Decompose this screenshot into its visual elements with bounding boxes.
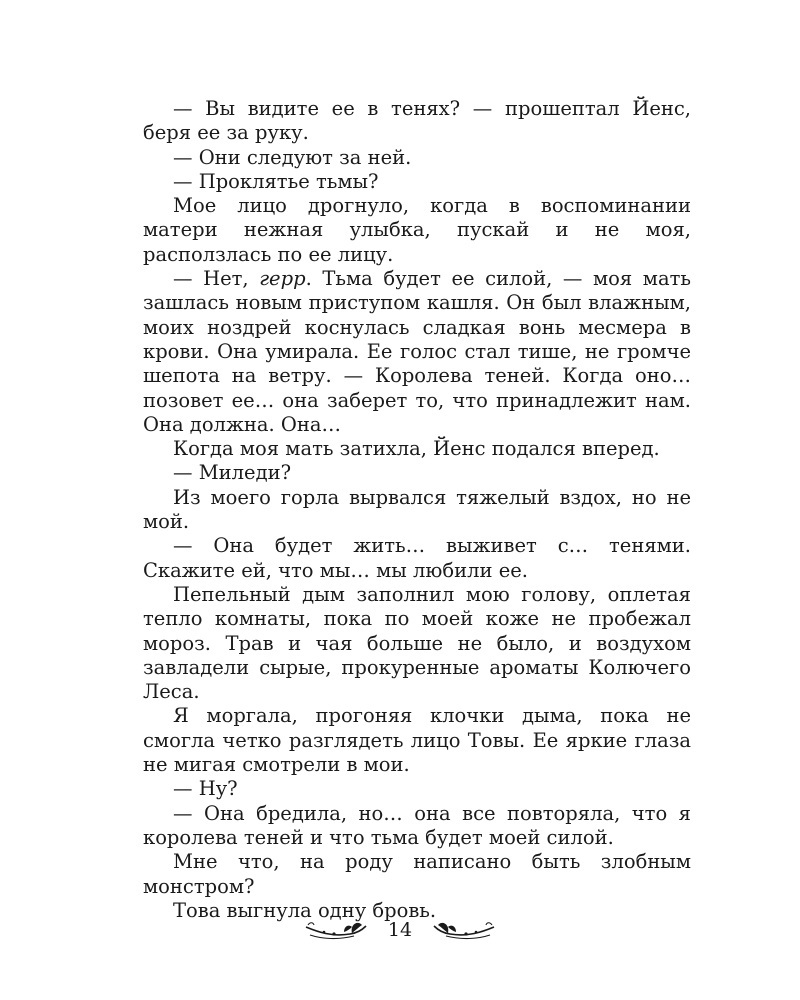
paragraph [143,267,691,437]
paragraph: Когда моя мать затихла, Йенс подался вперед. [173,437,660,461]
paragraph-text: — Нет, [173,267,260,291]
paragraph: Това выгнула одну бровь. [173,898,437,922]
page-body [143,97,691,923]
paragraph: Из моего горла вырвался тяжелый вздох, но не мой. [143,485,691,534]
emphasized-word: герр [259,267,306,291]
floral-flourish-icon [432,917,496,943]
paragraph: Мне что, на роду написано быть злобным монстром? [143,850,691,898]
paragraph: Мое лицо дрогнуло, когда в воспоминании матери нежная улыбка, пускай и не моя, расползлась по ее лицу. [143,194,691,266]
paragraph: Пепельный дым заполнил мою голову, оплетая тепло комнаты, пока по моей коже не пробежал мороз. Трав и чая больше не было, и воздухом завладели сырые, прокуренные ароматы Колючего Леса. [143,582,691,704]
paragraph: — Она будет жить… выживет с… тенями. Скажите ей, что мы… мы любили ее. [143,534,691,582]
floral-flourish-icon [304,917,368,943]
paragraph-text: . Тьма будет ее силой, — моя мать зашлась новым приступом кашля. Он был влажным, моих ноздрей коснулась сладкая вонь месмера в крови. Она умирала. Ее голос стал тише, не громче шепота на ветру. — Королева теней. Когда оно… позовет ее… она заберет то, что принадлежит нам. Она должна. Она… [143,267,691,436]
paragraph: — Вы видите ее в тенях? — прошептал Йенс, беря ее за руку. [143,97,691,145]
paragraph: — Она бредила, но… она все повторяла, что я королева теней и что тьма будет моей силой. [143,801,691,849]
paragraph: — Проклятье тьмы? [173,169,379,193]
paragraph: Я моргала, прогоняя клочки дыма, пока не смогла четко разглядеть лицо Товы. Ее яркие глаза не мигая смотрели в мои. [143,704,691,777]
paragraph: — Миледи? [173,461,292,485]
page-footer [0,910,800,950]
paragraph: — Они следуют за ней. [173,145,412,169]
paragraph: — Ну? [173,777,238,801]
page-number: 14 [387,919,413,941]
